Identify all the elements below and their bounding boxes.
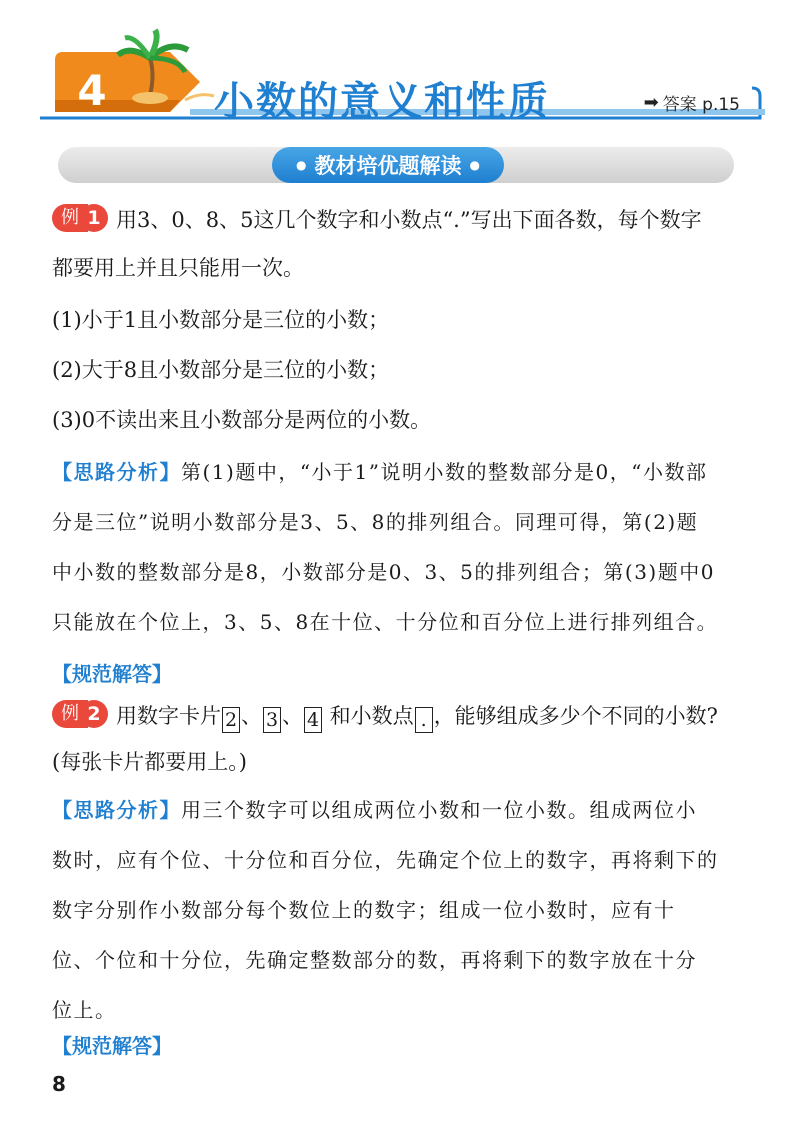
example2-text: ，能够组成多少个不同的小数?	[433, 704, 718, 728]
example1-analysis-line1	[52, 462, 707, 482]
section-banner-label: 教材培优题解读	[314, 154, 462, 178]
example1-analysis-line3: 中小数的整数部分是8，小数部分是0、3、5的排列组合；第(3)题中0	[52, 560, 715, 584]
example1-answer-heading	[52, 664, 172, 684]
example-badge	[52, 204, 106, 232]
section-banner	[272, 147, 504, 183]
example1-analysis-line4: 只能放在个位上，3、5、8在十位、十分位和百分位上进行排列组合。	[52, 610, 719, 634]
page-number: 8	[52, 1072, 66, 1096]
bullet-dot-icon: ●	[296, 158, 307, 172]
example1-question-line2: 都要用上并且只能用一次。	[52, 256, 304, 280]
example1-text: 用3、0、8、5这几个数字和小数点“.”写出下面各数，每个数字	[116, 208, 702, 232]
example1-subquestion-1: (1)小于1且小数部分是三位的小数；	[52, 308, 390, 332]
answer-reference-label: 答案 p.15	[662, 95, 740, 115]
example-badge-number: 1	[80, 204, 108, 232]
example2-answer-heading	[52, 1036, 172, 1056]
separator: 、	[282, 704, 303, 728]
arrow-right-icon: ➡	[643, 92, 659, 113]
example1-analysis-line2: 分是三位”说明小数部分是3、5、8的排列组合。同理可得，第(2)题	[52, 510, 699, 534]
example1-question-line1	[52, 204, 702, 232]
answer-reference[interactable]	[644, 90, 740, 115]
example2-analysis-line4: 位、个位和十分位，先确定整数部分的数，再将剩下的数字放在十分	[52, 948, 697, 972]
example2-analysis-line1	[52, 800, 697, 820]
example2-text: 用数字卡片	[116, 704, 221, 728]
example-badge-number: 2	[80, 700, 108, 728]
bullet-dot-icon: ●	[469, 158, 480, 172]
example2-text: 和小数点	[323, 704, 414, 728]
analysis-heading: 【思路分析】	[52, 798, 181, 822]
digit-card-2: 2	[222, 707, 240, 733]
example2-analysis-line2: 数时，应有个位、十分位和百分位，先确定个位上的数字，再将剩下的	[52, 848, 719, 872]
digit-card-3: 3	[263, 707, 281, 733]
example1-subquestion-3: (3)0不读出来且小数部分是两位的小数。	[52, 408, 432, 432]
chapter-number: 4	[77, 66, 107, 115]
analysis-heading: 【思路分析】	[52, 460, 181, 484]
example2-analysis-line3: 数字分别作小数部分每个数位上的数字；组成一位小数时，应有十	[52, 898, 676, 922]
example-badge-label: 例	[52, 700, 88, 728]
example-badge-label: 例	[52, 204, 88, 232]
separator: 、	[241, 704, 262, 728]
decimal-point-card: .	[415, 707, 433, 733]
chapter-header	[0, 0, 800, 140]
example1-subquestion-2: (2)大于8且小数部分是三位的小数；	[52, 358, 390, 382]
example2-analysis-line5: 位上。	[52, 998, 117, 1022]
page-title: 小数的意义和性质	[214, 79, 550, 125]
example2-question-line2: (每张卡片都要用上。)	[52, 750, 247, 774]
answer-heading: 【规范解答】	[52, 1034, 172, 1058]
example2-question-line1-content	[52, 700, 718, 733]
answer-heading: 【规范解答】	[52, 662, 172, 686]
analysis-text: 用三个数字可以组成两位小数和一位小数。组成两位小	[181, 798, 697, 822]
analysis-text: 第(1)题中，“小于1”说明小数的整数部分是0，“小数部	[181, 460, 708, 484]
example-badge	[52, 700, 106, 728]
digit-card-4: 4	[304, 707, 322, 733]
